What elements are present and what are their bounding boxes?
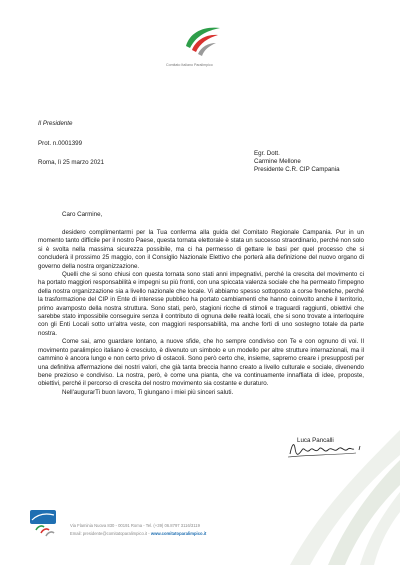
protocol-number: Prot. n.0001399 xyxy=(38,140,83,147)
footer-emblem-icon xyxy=(28,508,58,538)
footer-website-link[interactable]: www.comitatoparalimpico.it xyxy=(150,531,207,536)
handwritten-signature xyxy=(286,436,366,462)
salutation: Caro Carmine, xyxy=(62,211,103,218)
recipient-block xyxy=(254,150,340,174)
letter-body xyxy=(38,229,364,397)
recipient-line-3: Presidente C.R. CIP Campania xyxy=(254,166,340,173)
cip-logo-icon xyxy=(180,22,224,62)
footer-address: Via Flaminia Nuova 830 - 00191 Roma - Tel. (+39) 06.8797 3116/3119 xyxy=(70,523,200,528)
paragraph: Quelli che si sono chiusi con questa tornata sono stati anni impegnativi, perché la crescita del movimento ci ha portato maggiori responsabilità e impegni su più fronti, con una spiccata valenza sociale che ha permeato l'impegno della nostra organizzazione sia a livello nazionale che locale. Vi abbiamo spesso sottoposto a corse frenetiche, perché la trasformazione del CIP in Ente di interesse pubblico ha portato cambiamenti che hanno coinvolto anche il territorio, primo avamposto della nostra struttura. Sono stati, però, stagioni ricche di stimoli e traguardi raggiunti, obiettivi che sarebbe stato impossibile conseguire senza il contributo di ognuna delle realtà locali, che si sono trovate a interloquire con gli Enti Locali sotto un'altra veste, con maggiori responsabilità, ma anche forti di uno sostegno totale da parte nostra. xyxy=(38,271,364,337)
recipient-line-2: Carmine Mellone xyxy=(254,158,301,165)
paragraph: Come sai, amo guardare lontano, a nuove sfide, che ho sempre condiviso con Te e con ognuno di voi. Il movimento paralimpico italiano è cresciuto, è divenuto un simbolo e un modello per altre strutture internazionali, ma il cammino è ancora lungo e non certo privo di ostacoli. Sono però certo che, insieme, sapremo creare i presupposti per una definitiva affermazione dei nostri valori, che già tanta breccia hanno creato a livello culturale e sociale, divenendo bene prezioso e condiviso. La nostra, però, è come una pianta, che va continuamente innaffiata di idee, proposte, obiettivi, perché il percorso di crescita del nostro movimento sia costante e duraturo. xyxy=(38,338,364,388)
signer-name: Luca Pancalli xyxy=(297,437,334,444)
footer-email[interactable]: Email: presidente@comitatoparalimpico.it - xyxy=(70,531,150,536)
paragraph: Nell'augurarTi buon lavoro, Ti giungano i miei più sinceri saluti. xyxy=(62,388,234,396)
organization-name: Comitato Italiano Paralimpico xyxy=(166,63,213,67)
recipient-line-1: Egr. Dott. xyxy=(254,150,280,157)
footer-contact xyxy=(70,531,206,536)
sender-title: Il Presidente xyxy=(38,120,73,127)
place-date: Roma, lì 25 marzo 2021 xyxy=(38,159,105,166)
paragraph: desidero complimentarmi per la Tua conferma alla guida del Comitato Regionale Campania. Pur in un momento tanto difficile per il nostro Paese, questa tornata elettorale è stata un successo straordinario, perché non solo si è svolta nella massima sicurezza possibile, ma ci ha permesso di gettare le basi per quel processo che si concluderà il prossimo 25 maggio, con il Consiglio Nazionale Elettivo che porterà alla definizione del nuovo organo di governo della nostra organizzazione. xyxy=(38,229,364,270)
